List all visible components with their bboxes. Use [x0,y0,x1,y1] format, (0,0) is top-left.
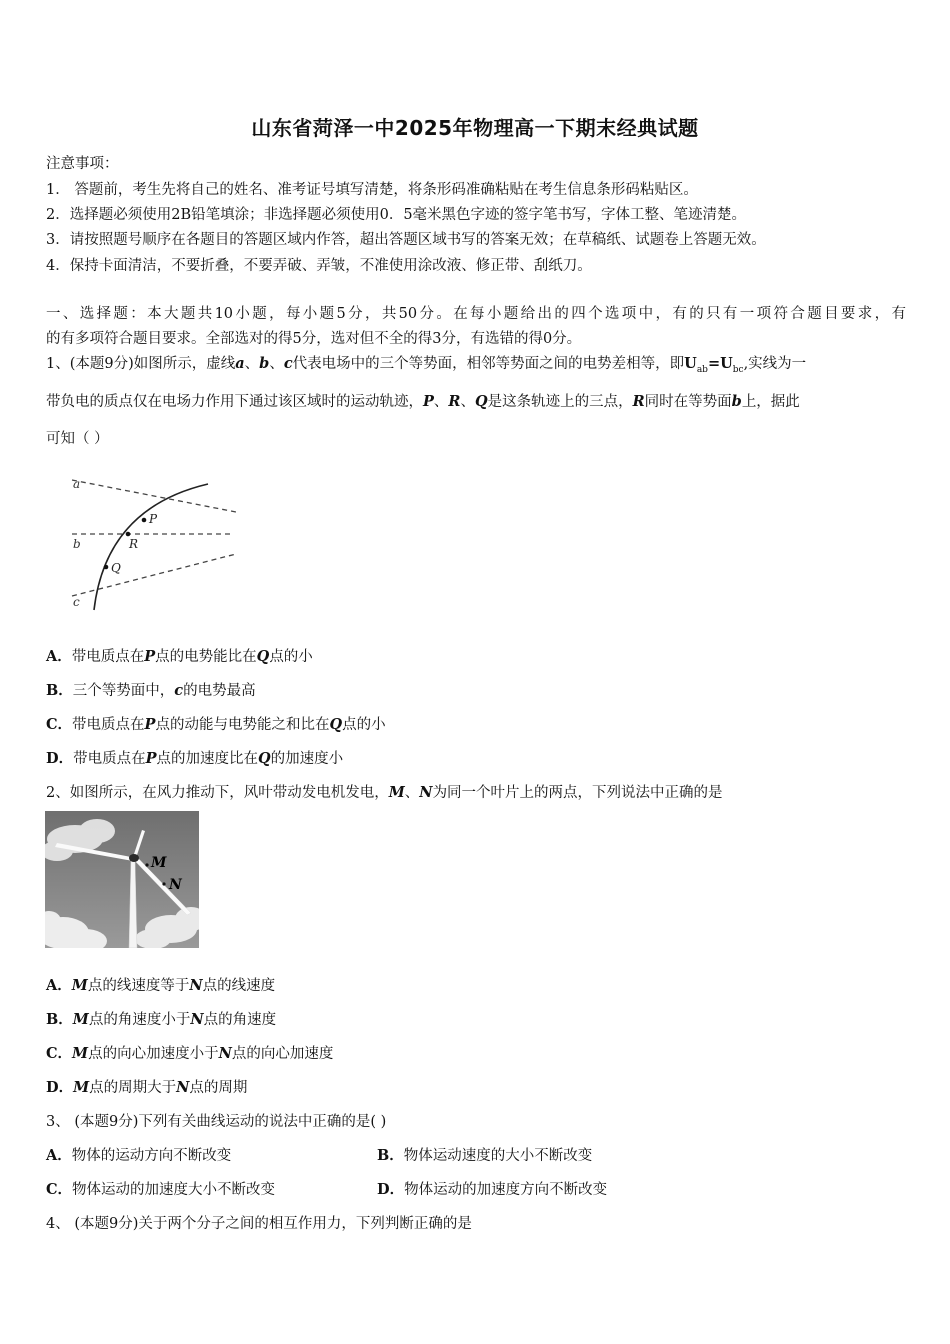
question-2-option-c: C．M点的向心加速度小于N点的向心加速度 [46,1045,334,1062]
point-n-dot [162,882,165,885]
question-3-stem: 3、 (本题9分)下列有关曲线运动的说法中正确的是( ) [46,1114,387,1130]
question-2-option-d: D．M点的周期大于N点的周期 [46,1079,248,1096]
question-2-option-b: B．M点的角速度小于N点的角速度 [46,1011,277,1028]
question-3-option-c: C．物体运动的加速度大小不断改变 [46,1181,276,1198]
question-1-stem-line-1: 1、(本题9分)如图所示，虚线a、b、c代表电场中的三个等势面，相邻等势面之间的电势差相等，即$U_{ab}=U_{bc}$,实线为一 [46,355,807,375]
turbine-hub [129,854,139,862]
notice-item-2: 2．选择题必须使用2B铅笔填涂；非选择题必须使用0．5毫米黑色字迹的签字笔书写，字体工整、笔迹清楚。 [46,207,747,223]
equipotential-figure [66,468,246,616]
label-a: a [73,477,81,491]
point-p-dot [142,518,147,523]
question-1-stem-line-3: 可知（ ） [46,431,109,447]
question-2-option-a: A．M点的线速度等于N点的线速度 [46,977,276,994]
label-b: b [73,537,81,551]
question-1-option-d: D．带电质点在P点的加速度比在Q的加速度小 [46,750,344,767]
label-r: R [129,537,139,551]
notice-item-3: 3．请按照题号顺序在各题目的答题区域内作答，超出答题区域书写的答案无效；在草稿纸、试题卷上答题无效。 [46,232,766,248]
question-2-stem: 2、如图所示，在风力推动下，风叶带动发电机发电，M、N为同一个叶片上的两点，下列说法中正确的是 [46,784,723,801]
section-intro-line-1: 一、选择题：本大题共10小题，每小题5分，共50分。在每小题给出的四个选项中，有的只有一项符合题目要求，有 [46,306,906,322]
question-4-stem: 4、 (本题9分)关于两个分子之间的相互作用力，下列判断正确的是 [46,1216,472,1232]
point-q-dot [104,565,109,570]
question-3-option-a: A．物体的运动方向不断改变 [46,1147,232,1164]
equipotential-line-c [72,554,236,596]
equipotential-line-a [72,480,236,512]
question-1-option-a: A．带电质点在P点的电势能比在Q点的小 [46,648,313,665]
label-c: c [73,595,80,609]
point-r-dot [126,532,131,537]
page-title: 山东省菏泽一中2025年物理高一下期末经典试题 [251,116,699,140]
question-1-option-c: C．带电质点在P点的动能与电势能之和比在Q点的小 [46,716,386,733]
notice-heading: 注意事项： [46,156,119,172]
question-3-option-b: B．物体运动速度的大小不断改变 [377,1147,593,1164]
notice-item-1: 1． 答题前，考生先将自己的姓名、准考证号填写清楚，将条形码准确粘贴在考生信息条形码粘贴区。 [46,182,698,198]
label-q: Q [111,561,121,575]
wind-turbine-figure [45,811,199,948]
notice-item-4: 4．保持卡面清洁，不要折叠，不要弄破、弄皱，不准使用涂改液、修正带、刮纸刀。 [46,258,592,274]
label-m: M [151,855,167,871]
question-3-option-d: D．物体运动的加速度方向不断改变 [377,1181,608,1198]
label-p: P [149,512,158,526]
question-1-stem-line-2: 带负电的质点仅在电场力作用下通过该区域时的运动轨迹，P、R、Q是这条轨迹上的三点，R同时在等势面b上，据此 [46,393,800,410]
section-intro-line-2: 的有多项符合题目要求。全部选对的得5分，选对但不全的得3分，有选错的得0分。 [46,331,582,347]
question-1-option-b: B．三个等势面中，c的电势最高 [46,682,256,699]
point-m-dot [145,863,148,866]
label-n: N [169,877,182,893]
